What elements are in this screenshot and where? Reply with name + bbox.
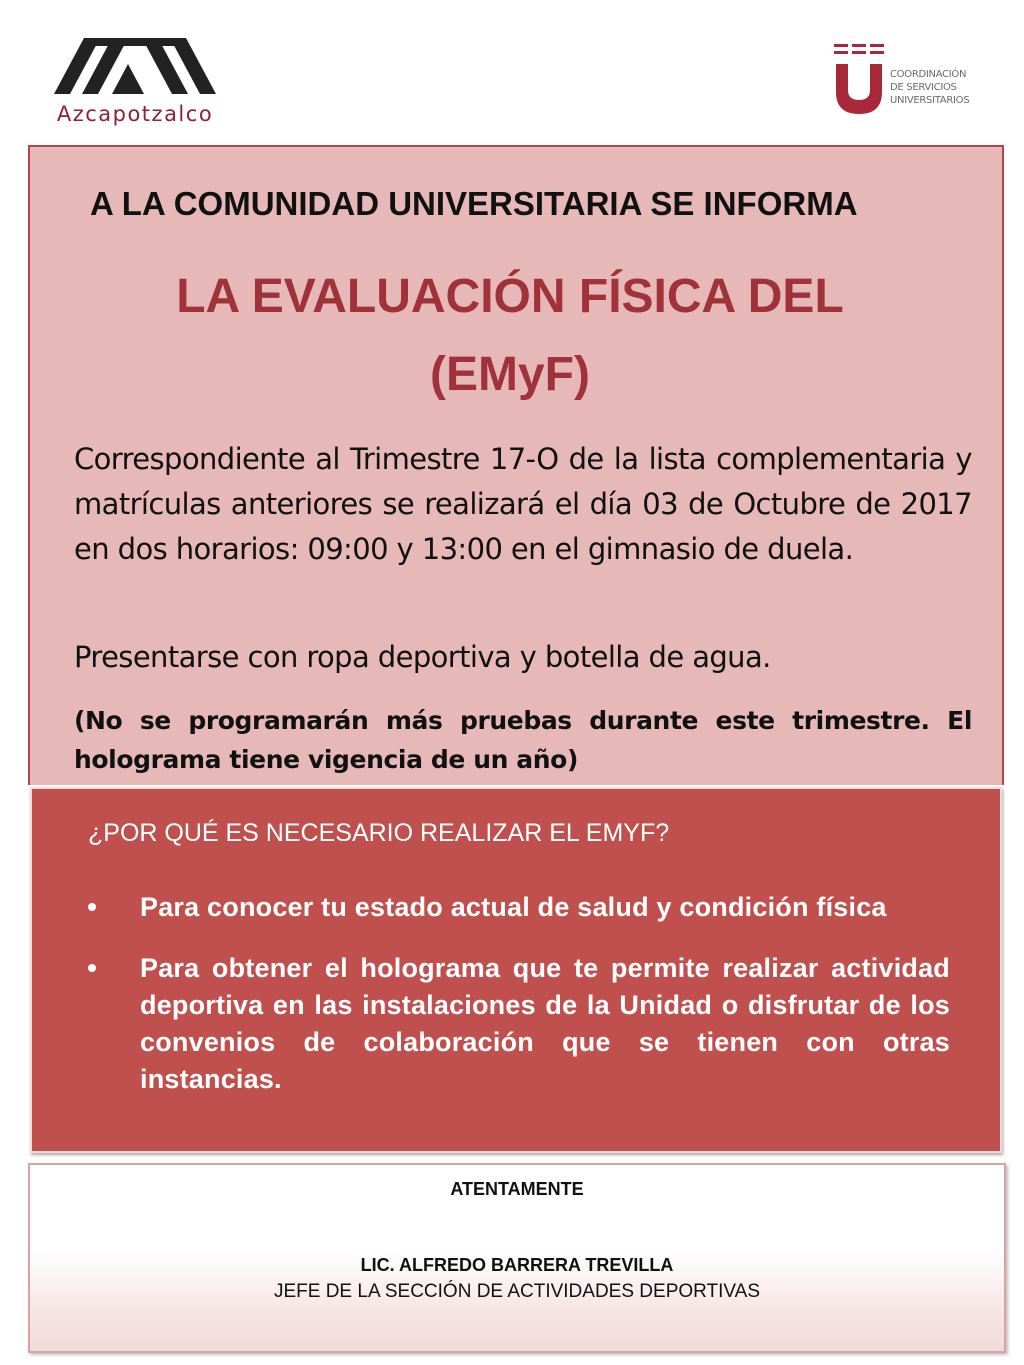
campus-name: Azcapotzalco <box>56 102 214 126</box>
notice-paragraph-validity: (No se programarán más pruebas durante este trimestre. El holograma tiene vigencia de un año) <box>74 706 972 774</box>
csu-line-1: COORDINACIÓN <box>890 69 967 80</box>
list-item <box>84 950 950 1098</box>
signature-name: LIC. ALFREDO BARRERA TREVILLA <box>360 1255 674 1275</box>
list-item <box>84 889 950 926</box>
uam-logo <box>40 38 230 128</box>
reason-text: Para conocer tu estado actual de salud y condición física <box>140 892 887 922</box>
signature-position: JEFE DE LA SECCIÓN DE ACTIVIDADES DEPORTIVAS <box>273 1281 761 1302</box>
notice-headline: A LA COMUNIDAD UNIVERSITARIA SE INFORMA <box>90 185 858 222</box>
csu-line-3: UNIVERSITARIOS <box>890 95 970 106</box>
notice-paragraph-attire: Presentarse con ropa deportiva y botella de agua. <box>74 640 771 674</box>
notice-box <box>28 145 1004 785</box>
csu-logo-text <box>890 68 990 107</box>
csu-logo-icon <box>832 42 888 116</box>
reasons-box <box>30 787 1002 1153</box>
notice-title-line2: (EMyF) <box>430 348 590 401</box>
notice-title-line1: LA EVALUACIÓN FÍSICA DEL <box>176 270 844 323</box>
reasons-question: ¿POR QUÉ ES NECESARIO REALIZAR EL EMYF? <box>88 819 670 847</box>
bullet-icon <box>88 903 96 911</box>
bullet-icon <box>88 964 96 972</box>
csu-line-2: DE SERVICIOS <box>890 82 957 93</box>
reasons-list <box>84 889 950 1122</box>
reason-text: Para obtener el holograma que te permite realizar actividad deportiva en las instalaciones de la Unidad o disfrutar de los convenios de colaboración que se tienen con otras instancias. <box>140 953 950 1094</box>
signature-closing: ATENTAMENTE <box>450 1179 584 1199</box>
csu-logo <box>832 42 992 122</box>
signature-box <box>28 1163 1006 1353</box>
notice-paragraph-schedule: Correspondiente al Trimestre 17-O de la lista complementaria y matrículas anteriores se realizará el día 03 de Octubre de 2017 en dos horarios: 09:00 y 13:00 en el gimnasio de duela. <box>74 442 972 566</box>
uam-logo-icon <box>54 38 216 96</box>
